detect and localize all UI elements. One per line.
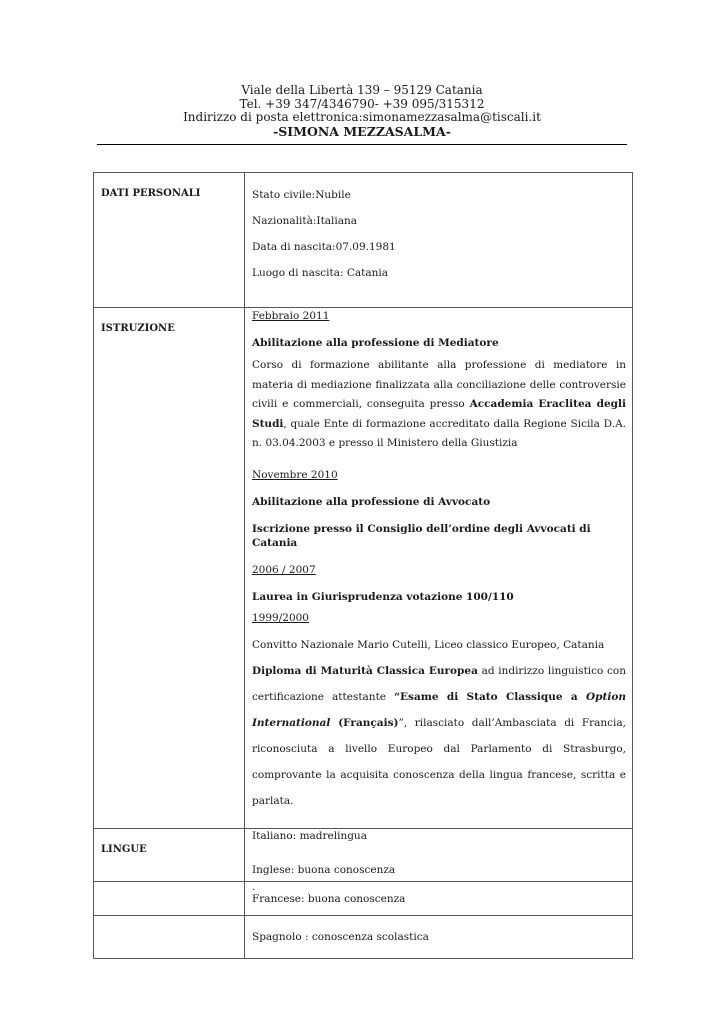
- entry-date: 1999/2000: [252, 611, 309, 624]
- education-row: [94, 308, 633, 829]
- letterhead: [0, 84, 724, 138]
- section-label: ISTRUZIONE: [101, 323, 175, 334]
- section-label: DATI PERSONALI: [101, 188, 201, 199]
- school-name: Convitto Nazionale Mario Cutelli, Liceo classico Europeo, Catania: [252, 638, 605, 651]
- entry-title: Abilitazione alla professione di Mediatore: [252, 337, 499, 349]
- entry-date: Novembre 2010: [252, 468, 338, 481]
- education-content-cell: [245, 308, 633, 829]
- entry-title: Laurea in Giurisprudenza votazione 100/110: [252, 590, 514, 603]
- languages-label-cell: [94, 829, 245, 882]
- language-italian: Italiano: madrelingua: [252, 830, 367, 842]
- nationality: Nazionalità:Italiana: [252, 215, 358, 227]
- stray-dot: .: [252, 881, 256, 893]
- language-french: Francese: buona conoscenza: [252, 893, 406, 905]
- entry-description: Diploma di Maturità Classica Europea ad indirizzo linguistico con certificazione attestante “Esame di Stato Classique a Option International (Français)”, rilasciato dall’Ambasciata di Francia, riconosciuta a livello Europeo dal Parlamento di Strasburgo, comprovante la acquisita conoscenza della lingua francese, scritta e parlata.: [252, 664, 626, 807]
- personal-content-cell: [245, 173, 633, 308]
- languages-row-2: [94, 882, 633, 916]
- email-line: Indirizzo di posta elettronica:simonamezzasalma@tiscali.it: [183, 110, 541, 125]
- entry-date: Febbraio 2011: [252, 310, 330, 322]
- education-label-cell: [94, 308, 245, 829]
- languages-row-3: [94, 916, 633, 959]
- personal-row: [94, 173, 633, 308]
- section-label: LINGUE: [101, 844, 147, 855]
- address: Viale della Libertà 139 – 95129 Catania: [241, 83, 483, 97]
- header-divider: [97, 144, 627, 145]
- language-english: Inglese: buona conoscenza: [252, 864, 396, 876]
- language-spanish: Spagnolo : conoscenza scolastica: [252, 931, 429, 943]
- civil-status: Stato civile:Nubile: [252, 189, 351, 201]
- languages-row: [94, 829, 633, 882]
- entry-date: 2006 / 2007: [252, 563, 316, 576]
- entry-subtitle: Iscrizione presso il Consiglio dell’ordine degli Avvocati di Catania: [252, 522, 591, 549]
- applicant-name: -SIMONA MEZZASALMA-: [273, 123, 451, 139]
- entry-title: Abilitazione alla professione di Avvocato: [252, 495, 491, 508]
- phone: Tel. +39 347/4346790- +39 095/315312: [239, 96, 485, 111]
- birth-date: Data di nascita:07.09.1981: [252, 241, 396, 253]
- personal-label-cell: [94, 173, 245, 308]
- cv-table: [93, 172, 633, 959]
- languages-content-cell: [245, 829, 633, 882]
- entry-description: Corso di formazione abilitante alla professione di mediatore in materia di mediazione finalizzata alla conciliazione delle controversie civili e commerciali, conseguita presso Accademia Eraclitea degli Studi, quale Ente di formazione accreditato dalla Regione Sicila D.A. n. 03.04.2003 e presso il Ministero della Giustizia: [252, 359, 626, 449]
- birth-place: Luogo di nascita: Catania: [252, 267, 389, 279]
